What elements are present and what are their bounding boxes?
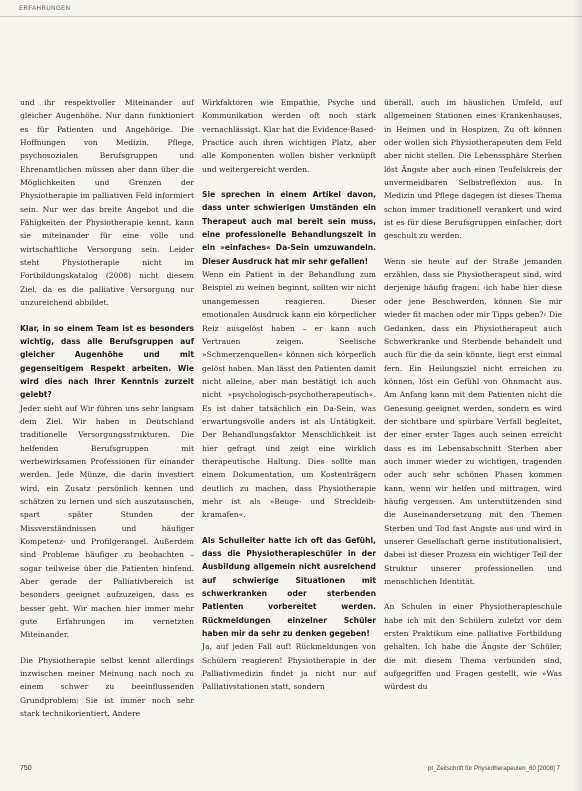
interview-question: Als Schulleiter hatte ich oft das Gefühl, dass die Physiotherapieschüler in der Ausbildung allgemein nicht ausreichend auf schwierige Situationen mit schwerkranken oder sterbenden Patienten vorbereitet werden. Rückmeldungen einzelner Schüler haben mir da sehr zu denken gegeben!	[202, 535, 376, 639]
paragraph: Jeder sieht auf Wir führen uns sehr langsam dem Ziel. Wir haben in Deutschland traditionelle Versorgungsstrukturen. Die helfenden Berufsgruppen mit werbewirksamen Professionen für einander werden. Jede Münze, die darin investiert wird, ein Zusatz persönlich kennen und schätzen zu lernen und sich auszutauschen, spart später Stunden der Missverständnissen und häufiger Kompetenz- und Profilgerangel. Außerdem sind Probleme häufiger zu beobachten – sogar teilweise über die Patienten hinfend. Aber gerade der Palliativbereich ist besonders geeignet aufzuzeigen, dass es besser geht. Wir machen hier immer mehr gute Erfahrungen im vernetzten Miteinander.	[20, 403, 194, 640]
paragraph: Die Physiotherapie selbst kennt allerdings inzwischen meiner Meinung nach noch zu einem schwer zu beeinflussenden Grundproblem: Sie ist immer noch sehr stark technikorientiert. Andere	[20, 655, 194, 719]
paragraph: An Schulen in einer Physiotherapieschule habe ich mit den Schülern zuletzt vor dem ersten Praktikum eine palliative Fortbildung gehalten. Ich habe die Ängste der Schüler, die mit diesem Thema verbunden sind, aufgegriffen und Fragen gestellt, wie »Was würdest du	[384, 602, 562, 692]
column-3	[384, 96, 562, 706]
page-edge-shadow	[572, 0, 582, 791]
paragraph: Wenn sie heute auf der Straße jemanden erzählen, dass sie Physiotherapeut sind, wird derjenige häufig fragen: ›ich habe hier diese oder jene Beschwerden, können Sie mir wieder fit machen oder mir Tipps geben?‹ Die Gedanken, dass ein Physiotherapeut auch Schwerkranke und Sterbende behandelt und auch für die da sein könnte, liegt erst einmal fern. Ein Heilungsziel nicht erreichen zu können, löst ein Gefühl von Ohnmacht aus. Am Anfang kann mit dem Patienten nicht die Genesung geeignet werden, sondern es wird der sichtbare und spürbare Verfall begleitet, der einer erster Tages auch seinen erreicht dass es im Lebensabschnitt Sterben aber auch immer wieder zu wichtigen, tragenden oder auch sehr schönen Phasen kommen kann, wenn wir helfen und mittragen, wird häufig vergessen. Am unterstützenden sind die Auseinandersetzung mit den Themen Sterben und Tod fast Angste aus und wird in unserer Gesellschaft gerne institutionalisiert, dabei ist dieser Prozess ein wichtiger Teil der Struktur unserer professionellen und menschlichen Identität.	[384, 256, 562, 587]
section-tag: ERFAHRUNGEN	[19, 6, 71, 12]
interview-question: Klar, in so einem Team ist es besonders wichtig, dass alle Berufsgruppen auf gleicher Augenhöhe und mit gegenseitigem Respekt arbeiten. Wie wird dies nach Ihrer Kenntnis zurzeit gelebt?	[20, 323, 194, 400]
paragraph: Wenn ein Patient in der Behandlung zum Beispiel zu weinen beginnt, sollten wir nicht unangemessen reagieren. Dieser emotionalen Ausdruck kann ein körperlicher Reiz ausgelöst haben – er kann auch Vertrauen zeigen. Seelische »Schmerzenquellen« können sich körperlich gelöst haben. Man lässt den Patienten damit nicht alleine, aber man bestätigt ich auch nicht »psychologisch-psychotherapeutisch«. Es ist daher tatsächlich ein Da-Sein, was erwartungsvolle anders ist als Untätigkeit. Der Behandlungsfaktor Menschlichkeit ist hier gefragt und zeigt eine wirklich therapeutische Haltung. Dies sollte man einem Dokumentation, um Kostenträgern deutlich zu machen, dass Physiotherapie mehr ist als »Beuge- und Streckleib-kramafen«.	[202, 270, 376, 520]
page-number: 750	[20, 765, 32, 772]
column-2	[202, 96, 376, 706]
header-divider	[0, 16, 582, 17]
paragraph: überall, auch im häuslichen Umfeld, auf allgemeinen Stationen eines Krankenhauses, in Heimen und in Hospizen. Zu oft können oder wollen sich Physiotherapeuten dem Feld aber nicht stellen. Die Lebenssphäre Sterben löst Ängste aber auch einen Teufelskreis der unvermeidbaren Selbstreflexion aus. In Medizin und Pflege dagegen ist dieses Thema schon immer traditionell verankert und wird ist es für diese Berufsgruppen einfacher, dort geschult zu werden.	[384, 98, 562, 241]
paragraph: Ja, auf jeden Fall auf! Rückmeldungen von Schülern reagieren! Physiotherapie in der Palliativmedizin findet ja nicht nur auf Palliativstationen statt, sondern	[202, 642, 376, 692]
interview-question: Sie sprechen in einem Artikel davon, dass unter schwierigen Umständen ein Therapeut auch mal bereit sein muss, eine professionelle Behandlungszeit in ein »einfaches« Da-Sein umzuwandeln. Dieser Ausdruck hat mir sehr gefallen!	[202, 190, 376, 266]
paragraph: Wirkfaktoren wie Empathie, Psyche und Kommunikation werden oft noch stark vernachlässigt. Klar hat die Evidence-Based-Practice auch ihren wichtigen Platz, aber alle Komponenten wollen bisher verknüpft und weitergereicht werden.	[202, 98, 376, 174]
column-1	[20, 96, 194, 732]
paragraph: und ihr respektvoller Miteinander auf gleicher Augenhöhe. Nur dann funktioniert es für Patienten und Angehörige. Die Hoffnungen von Medizin, Pflege, psychosozialen Berufsgruppen und Ehrenamtlichen müssen aber dann über die Möglichkeiten und Grenzen der Physiotherapie im palliativen Feld informiert sein. Nur wer das breite Angebot und die Fähigkeiten der Physiotherapie kennt, kann sie miteinander für eine volle und wirtschaftliche Versorgung sein. Leider steht Physiotherapie nicht im Fortbildungskatalog (2008) nicht diesem Ziel, da es die palliative Versorgung nur unzureichend abbildet.	[20, 98, 194, 308]
journal-footer: pt_Zeitschrift für Physiotherapeuten_60 [2008] 7	[427, 765, 560, 772]
